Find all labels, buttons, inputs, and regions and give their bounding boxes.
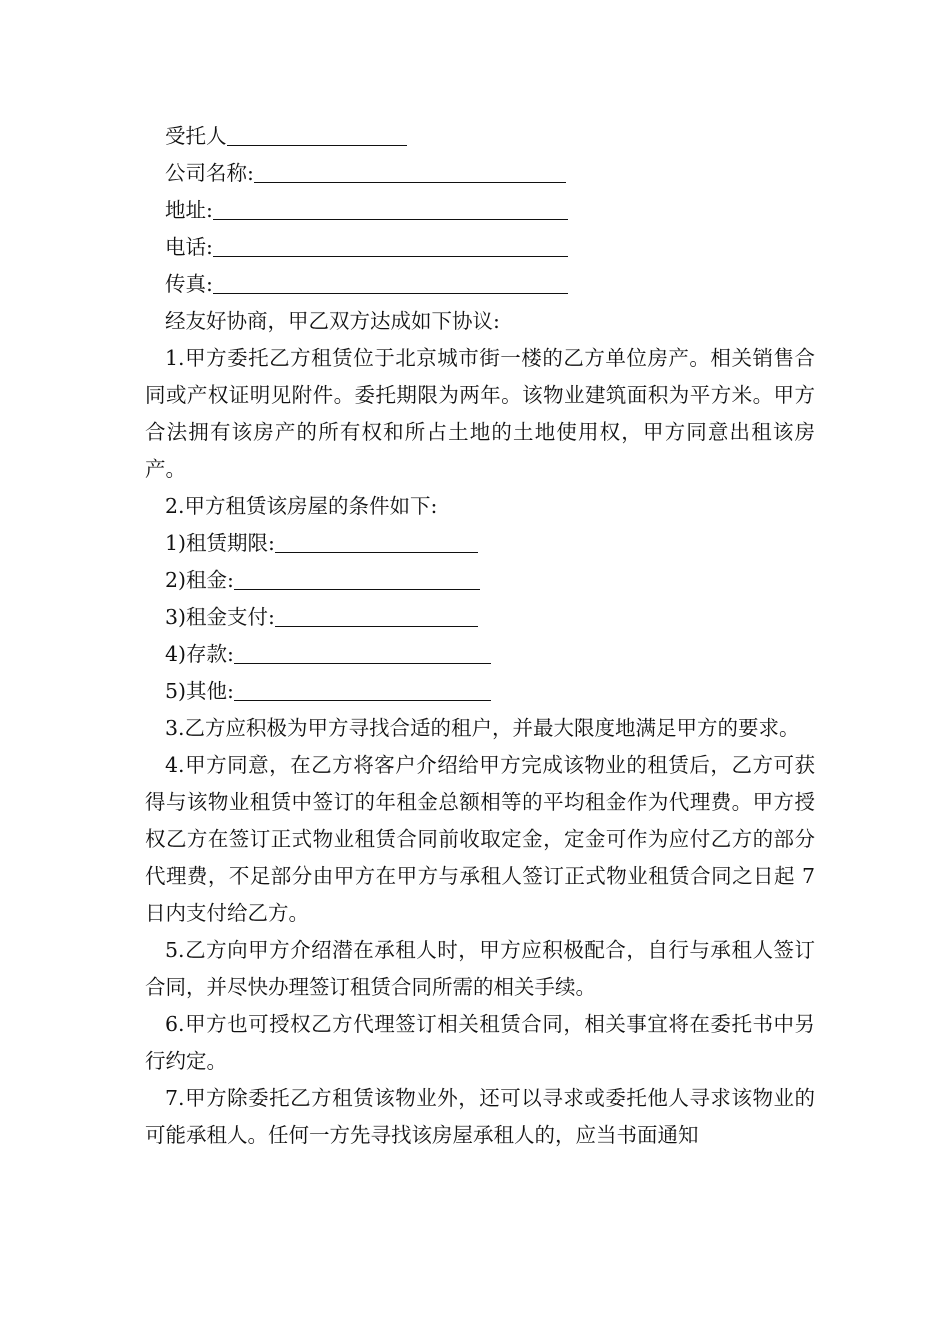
rent-line <box>145 562 815 599</box>
document-body <box>145 118 815 1154</box>
phone-line <box>145 229 815 266</box>
clause-5: 5.乙方向甲方介绍潜在承租人时，甲方应积极配合，自行与承租人签订合同，并尽快办理签订租赁合同所需的相关手续。 <box>145 938 815 999</box>
address-label: 地址: <box>165 198 213 222</box>
clause-4: 4.甲方同意，在乙方将客户介绍给甲方完成该物业的租赁后，乙方可获得与该物业租赁中签订的年租金总额相等的平均租金作为代理费。甲方授权乙方在签订正式物业租赁合同前收取定金，定金可作为应付乙方的部分代理费，不足部分由甲方在甲方与承租人签订正式物业租赁合同之日起 7 日内支付给乙方。 <box>145 753 815 925</box>
fax-blank[interactable] <box>213 273 568 294</box>
address-blank[interactable] <box>213 199 568 220</box>
clause-3: 3.乙方应积极为甲方寻找合适的租户，并最大限度地满足甲方的要求。 <box>165 716 800 740</box>
deposit-blank[interactable] <box>234 643 491 664</box>
other-blank[interactable] <box>234 680 491 701</box>
other-label: 5)其他: <box>165 679 234 703</box>
company-name-blank[interactable] <box>254 162 566 183</box>
address-line <box>145 192 815 229</box>
company-name-label: 公司名称: <box>165 161 254 185</box>
trustee-line <box>145 118 815 155</box>
clause-2-heading: 2.甲方租赁该房屋的条件如下: <box>165 494 438 518</box>
lease-term-blank[interactable] <box>275 532 478 553</box>
phone-label: 电话: <box>165 235 213 259</box>
rent-payment-label: 3)租金支付: <box>165 605 275 629</box>
rent-payment-blank[interactable] <box>275 606 478 627</box>
trustee-label: 受托人 <box>165 124 227 148</box>
company-name-line <box>145 155 815 192</box>
rent-blank[interactable] <box>234 569 480 590</box>
deposit-line <box>145 636 815 673</box>
other-line <box>145 673 815 710</box>
clause-7: 7.甲方除委托乙方租赁该物业外，还可以寻求或委托他人寻求该物业的可能承租人。任何一方先寻找该房屋承租人的，应当书面通知 <box>145 1086 815 1147</box>
deposit-label: 4)存款: <box>165 642 234 666</box>
lease-term-line <box>145 525 815 562</box>
fax-line <box>145 266 815 303</box>
clause-1: 1.甲方委托乙方租赁位于北京城市街一楼的乙方单位房产。相关销售合同或产权证明见附件。委托期限为两年。该物业建筑面积为平方米。甲方合法拥有该房产的所有权和所占土地的土地使用权，甲方同意出租该房产。 <box>145 346 815 481</box>
rent-payment-line <box>145 599 815 636</box>
intro-paragraph: 经友好协商，甲乙双方达成如下协议: <box>165 309 500 333</box>
rent-label: 2)租金: <box>165 568 234 592</box>
fax-label: 传真: <box>165 272 213 296</box>
trustee-blank[interactable] <box>227 125 407 146</box>
clause-6: 6.甲方也可授权乙方代理签订相关租赁合同，相关事宜将在委托书中另行约定。 <box>145 1012 815 1073</box>
phone-blank[interactable] <box>213 236 568 257</box>
lease-term-label: 1)租赁期限: <box>165 531 275 555</box>
